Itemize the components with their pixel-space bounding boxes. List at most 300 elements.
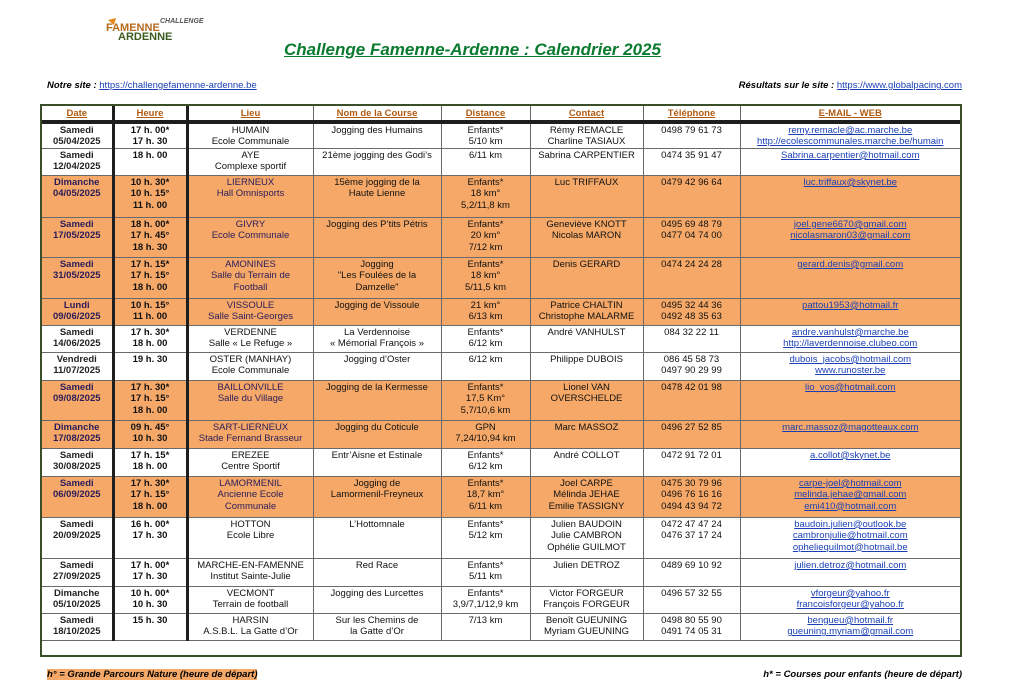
- distance-cell: [441, 613, 530, 640]
- contact-line: Patrice CHALTIN: [550, 299, 623, 311]
- course-line: Sur les Chemins de: [335, 614, 419, 626]
- logo-word1: FAMENNE: [106, 22, 160, 34]
- distance-line: 3,9/7,1/12,9 km: [452, 599, 519, 611]
- email-cell: [740, 352, 960, 380]
- distance-line: 6/13 km: [468, 311, 503, 323]
- email-link[interactable]: nicolasmaron03@gmail.com: [790, 230, 911, 242]
- distance-cell: [441, 217, 530, 257]
- distance-line: Enfants*: [467, 518, 504, 530]
- distance-cell: [441, 517, 530, 558]
- telephone-cell: [643, 613, 740, 640]
- heure-cell: [113, 325, 187, 352]
- telephone-line: 0496 57 32 55: [661, 587, 722, 599]
- email-link[interactable]: http://ecolescommunales.marche.be/humain: [757, 136, 944, 148]
- results-site-line: [739, 80, 962, 91]
- distance-line: 18 km°: [470, 270, 501, 282]
- telephone-cell: [643, 175, 740, 217]
- heure-cell: [113, 217, 187, 257]
- distance-cell: [441, 175, 530, 217]
- telephone-line: 0489 69 10 92: [661, 559, 722, 571]
- distance-line: 6/12 km: [468, 338, 503, 350]
- date-line: Samedi: [59, 381, 94, 393]
- lieu-line: MARCHE-EN-FAMENNE: [197, 559, 304, 571]
- lieu-cell: [187, 122, 313, 148]
- contact-line: Julien BAUDOIN: [551, 518, 622, 530]
- email-link[interactable]: francoisforgeur@yahoo.fr: [796, 599, 904, 611]
- telephone-line: 0496 76 16 16: [661, 489, 722, 501]
- contact-cell: [530, 325, 643, 352]
- lieu-line: LAMORMENIL: [219, 477, 282, 489]
- date-line: Dimanche: [54, 421, 100, 433]
- course-cell: [313, 148, 441, 175]
- contact-cell: [530, 448, 643, 476]
- email-cell: [740, 325, 960, 352]
- email-cell: [740, 558, 960, 586]
- distance-line: Enfants*: [467, 326, 504, 338]
- email-link[interactable]: melinda.jehae@gmail.com: [794, 489, 907, 501]
- contact-line: André COLLOT: [553, 449, 620, 461]
- course-cell: [313, 517, 441, 558]
- distance-line: Enfants*: [467, 176, 504, 188]
- email-cell: [740, 175, 960, 217]
- date-cell: [42, 122, 113, 148]
- calendar-table-frame: [40, 104, 962, 657]
- event-row: [42, 476, 960, 517]
- date-cell: [42, 517, 113, 558]
- contact-cell: [530, 175, 643, 217]
- lieu-cell: [187, 558, 313, 586]
- contact-line: Philippe DUBOIS: [550, 353, 623, 365]
- date-line: Samedi: [59, 326, 94, 338]
- telephone-line: 0474 35 91 47: [661, 149, 722, 161]
- date-cell: [42, 380, 113, 420]
- date-line: 09/08/2025: [52, 393, 101, 405]
- course-line: Haute Lienne: [348, 188, 406, 200]
- event-row: [42, 325, 960, 352]
- date-cell: [42, 448, 113, 476]
- course-line: Jogging de Vissoule: [334, 299, 420, 311]
- email-link[interactable]: Sabrina.carpentier@hotmail.com: [781, 149, 920, 161]
- distance-line: 5/11,5 km: [464, 281, 506, 293]
- email-link[interactable]: luc.triffaux@skynet.be: [803, 176, 897, 188]
- lieu-line: Salle du Village: [217, 393, 284, 405]
- email-cell: [740, 298, 960, 325]
- date-cell: [42, 217, 113, 257]
- course-cell: [313, 558, 441, 586]
- lieu-line: HUMAIN: [231, 125, 270, 136]
- telephone-cell: [643, 257, 740, 298]
- event-row: [42, 148, 960, 175]
- lieu-line: OSTER (MANHAY): [209, 353, 292, 365]
- results-site-link[interactable]: https://www.globalpacing.com: [836, 80, 962, 91]
- contact-line: Lionel VAN: [563, 381, 610, 393]
- email-cell: [740, 148, 960, 175]
- date-line: Samedi: [59, 149, 94, 161]
- distance-cell: [441, 586, 530, 613]
- our-site-label: Notre site :: [47, 80, 97, 91]
- heure-line: 11 h. 00: [132, 311, 168, 323]
- email-link[interactable]: andre.vanhulst@marche.be: [791, 326, 909, 338]
- date-line: 12/04/2025: [52, 161, 101, 173]
- date-line: Lundi: [63, 299, 90, 311]
- date-line: 18/10/2025: [52, 626, 101, 638]
- distance-line: 5,7/10,6 km: [460, 404, 511, 416]
- heure-line: 17 h. 00*: [130, 559, 170, 571]
- distance-line: 7/13 km: [468, 614, 503, 626]
- email-link[interactable]: carpe-joel@hotmail.com: [798, 477, 902, 489]
- lieu-line: Football: [233, 281, 268, 293]
- heure-cell: [113, 380, 187, 420]
- contact-line: Mélinda JEHAE: [553, 489, 620, 501]
- contact-line: Geneviève KNOTT: [546, 218, 627, 230]
- date-line: Dimanche: [54, 587, 100, 599]
- heure-line: 16 h. 00*: [130, 518, 170, 530]
- course-cell: [313, 217, 441, 257]
- course-line: "Les Foulées de la: [337, 270, 417, 282]
- distance-line: Enfants*: [467, 125, 504, 136]
- lieu-line: Ecole Communale: [211, 365, 290, 377]
- contact-cell: [530, 217, 643, 257]
- distance-line: 6/12 km: [468, 353, 503, 365]
- email-link[interactable]: www.runoster.be: [815, 365, 886, 377]
- contact-line: Myriam GUEUNING: [544, 626, 629, 638]
- date-line: 14/06/2025: [52, 338, 101, 350]
- heure-line: 18 h. 00: [132, 461, 168, 473]
- lieu-cell: [187, 217, 313, 257]
- contact-cell: [530, 613, 643, 640]
- lieu-cell: [187, 476, 313, 517]
- email-link[interactable]: vforgeur@yahoo.fr: [810, 587, 890, 599]
- distance-line: Enfants*: [467, 559, 504, 571]
- lieu-line: HOTTON: [230, 518, 271, 530]
- lieu-cell: [187, 298, 313, 325]
- course-cell: [313, 448, 441, 476]
- col-header-course: Nom de la Course: [313, 106, 441, 122]
- telephone-line: 0498 80 55 90: [661, 614, 722, 626]
- heure-line: 17 h. 15*: [130, 258, 170, 270]
- lieu-line: HARSIN: [232, 614, 269, 626]
- distance-line: Enfants*: [467, 587, 504, 599]
- telephone-cell: [643, 217, 740, 257]
- telephone-cell: [643, 558, 740, 586]
- telephone-line: 0472 91 72 01: [661, 449, 722, 461]
- distance-cell: [441, 257, 530, 298]
- lieu-line: Institut Sainte-Julie: [210, 571, 291, 583]
- distance-line: 17,5 Km°: [465, 393, 506, 405]
- course-cell: [313, 420, 441, 448]
- distance-line: Enfants*: [467, 258, 504, 270]
- lieu-cell: [187, 586, 313, 613]
- heure-line: 18 h. 00: [132, 149, 168, 161]
- event-row: [42, 448, 960, 476]
- footer-legend-nature: h° = Grande Parcours Nature (heure de départ): [47, 669, 258, 680]
- date-line: Samedi: [59, 258, 94, 270]
- course-cell: [313, 175, 441, 217]
- lieu-line: Centre Sportif: [221, 461, 280, 473]
- distance-line: 18 km°: [470, 188, 501, 200]
- date-line: Samedi: [59, 477, 94, 489]
- telephone-line: 0476 37 17 24: [661, 530, 722, 542]
- lieu-cell: [187, 352, 313, 380]
- event-row: [42, 558, 960, 586]
- contact-cell: [530, 380, 643, 420]
- distance-cell: [441, 448, 530, 476]
- telephone-line: 086 45 58 73: [663, 353, 720, 365]
- distance-cell: [441, 298, 530, 325]
- email-link[interactable]: cambronjulie@hotmail.com: [792, 530, 908, 542]
- event-row: [42, 217, 960, 257]
- distance-line: Enfants*: [467, 218, 504, 230]
- distance-cell: [441, 148, 530, 175]
- date-cell: [42, 476, 113, 517]
- telephone-cell: [643, 325, 740, 352]
- email-link[interactable]: julien.detroz@hotmail.com: [794, 559, 907, 571]
- calendar-table: [42, 106, 960, 641]
- col-header-email: E-MAIL - WEB: [740, 106, 960, 122]
- email-link[interactable]: http://laverdennoise.clubeo.com: [783, 338, 918, 350]
- lieu-cell: [187, 325, 313, 352]
- heure-cell: [113, 517, 187, 558]
- course-line: Jogging: [360, 258, 394, 270]
- telephone-line: 0495 69 48 79: [661, 218, 722, 230]
- email-link[interactable]: dubois_jacobs@hotmail.com: [789, 353, 912, 365]
- lieu-line: BAILLONVILLE: [217, 381, 284, 393]
- contact-line: Julien DETROZ: [553, 559, 620, 571]
- contact-cell: [530, 420, 643, 448]
- course-cell: [313, 257, 441, 298]
- lieu-line: VERDENNE: [224, 326, 277, 338]
- distance-line: 5/11 km: [468, 571, 503, 583]
- date-line: Dimanche: [54, 176, 100, 188]
- distance-cell: [441, 476, 530, 517]
- our-site-link[interactable]: https://challengefamenne-ardenne.be: [99, 80, 257, 91]
- results-site-label: Résultats sur le site :: [738, 80, 835, 91]
- email-link[interactable]: gueuning.myriam@gmail.com: [787, 626, 914, 638]
- heure-cell: [113, 420, 187, 448]
- heure-cell: [113, 122, 187, 148]
- heure-cell: [113, 298, 187, 325]
- date-cell: [42, 175, 113, 217]
- contact-line: Charline TASIAUX: [547, 136, 626, 148]
- col-header-telephone: Téléphone: [643, 106, 740, 122]
- email-link[interactable]: bengueu@hotmail.fr: [807, 614, 894, 626]
- heure-line: 18 h. 30: [132, 241, 168, 253]
- lieu-line: Ecole Libre: [226, 530, 275, 542]
- lieu-line: Stade Fernand Brasseur: [198, 433, 303, 445]
- heure-line: 17 h. 15°: [130, 489, 170, 501]
- date-line: 09/06/2025: [52, 311, 101, 323]
- date-line: 04/05/2025: [52, 188, 101, 200]
- date-line: 27/09/2025: [52, 571, 101, 583]
- date-line: Samedi: [59, 218, 94, 230]
- telephone-cell: [643, 122, 740, 148]
- lieu-line: Salle du Terrain de: [210, 270, 291, 282]
- contact-cell: [530, 257, 643, 298]
- distance-cell: [441, 122, 530, 148]
- event-row: [42, 420, 960, 448]
- logo-word2: ARDENNE: [118, 31, 173, 42]
- email-link[interactable]: lio_vos@hotmail.com: [805, 381, 896, 393]
- telephone-cell: [643, 148, 740, 175]
- date-line: Samedi: [59, 449, 94, 461]
- course-cell: [313, 380, 441, 420]
- contact-line: Luc TRIFFAUX: [554, 176, 619, 188]
- lieu-line: AYE: [241, 149, 260, 161]
- date-line: Samedi: [59, 518, 94, 530]
- email-cell: [740, 586, 960, 613]
- date-line: Vendredi: [56, 353, 97, 365]
- heure-line: 17 h. 15°: [130, 393, 170, 405]
- date-cell: [42, 325, 113, 352]
- date-line: 06/09/2025: [52, 489, 101, 501]
- lieu-line: GIVRY: [235, 218, 266, 230]
- lieu-line: Hall Omnisports: [216, 188, 285, 200]
- contact-line: Emilie TASSIGNY: [548, 500, 625, 512]
- email-link[interactable]: marc.massoz@magotteaux.com: [782, 421, 919, 433]
- distance-cell: [441, 352, 530, 380]
- event-row: [42, 122, 960, 148]
- date-cell: [42, 257, 113, 298]
- table-header-row: [42, 106, 960, 122]
- heure-cell: [113, 148, 187, 175]
- distance-line: 18,7 km°: [466, 489, 505, 501]
- contact-cell: [530, 352, 643, 380]
- date-line: 05/04/2025: [52, 136, 101, 148]
- telephone-cell: [643, 352, 740, 380]
- heure-line: 17 h. 15*: [130, 449, 170, 461]
- heure-line: 10 h. 30*: [130, 176, 170, 188]
- contact-line: Julie CAMBRON: [551, 530, 622, 542]
- page-title: Challenge Famenne-Ardenne : Calendrier 2025: [284, 40, 661, 59]
- course-line: La Verdennoise: [343, 326, 411, 338]
- heure-line: 17 h. 30*: [130, 477, 170, 489]
- heure-cell: [113, 352, 187, 380]
- lieu-line: VECMONT: [226, 587, 275, 599]
- email-link[interactable]: pattou1953@hotmail.fr: [802, 299, 899, 311]
- date-line: Samedi: [59, 559, 94, 571]
- contact-cell: [530, 148, 643, 175]
- contact-cell: [530, 517, 643, 558]
- lieu-cell: [187, 420, 313, 448]
- distance-line: 21 km°: [470, 299, 501, 311]
- email-link[interactable]: joel.gene6670@gmail.com: [793, 218, 907, 230]
- heure-line: 10 h. 00*: [130, 587, 170, 599]
- telephone-cell: [643, 476, 740, 517]
- distance-cell: [441, 325, 530, 352]
- telephone-line: 0494 43 94 72: [661, 500, 722, 512]
- distance-line: 6/11 km: [468, 149, 503, 161]
- course-line: Jogging du Coticule: [335, 421, 419, 433]
- col-header-distance: Distance: [441, 106, 530, 122]
- date-cell: [42, 420, 113, 448]
- distance-cell: [441, 420, 530, 448]
- email-cell: [740, 476, 960, 517]
- lieu-line: Salle Saint-Georges: [207, 311, 294, 323]
- heure-line: 10 h. 30: [132, 599, 168, 611]
- distance-line: 5/10 km: [468, 136, 503, 148]
- date-line: 31/05/2025: [52, 270, 101, 282]
- email-cell: [740, 380, 960, 420]
- challenge-logo: [104, 16, 234, 42]
- distance-line: 7/12 km: [468, 241, 503, 253]
- heure-line: 11 h. 00: [132, 199, 168, 211]
- our-site-line: [47, 80, 257, 91]
- date-line: 05/10/2025: [52, 599, 101, 611]
- contact-line: André VANHULST: [547, 326, 626, 338]
- email-link[interactable]: emi410@hotmail.com: [804, 500, 897, 512]
- table-body: [42, 122, 960, 640]
- lieu-cell: [187, 380, 313, 420]
- date-line: 11/07/2025: [53, 365, 101, 377]
- distance-line: 6/12 km: [468, 461, 503, 473]
- email-cell: [740, 122, 960, 148]
- course-cell: [313, 352, 441, 380]
- lieu-cell: [187, 613, 313, 640]
- lieu-line: Ancienne Ecole: [217, 489, 284, 501]
- course-line: Entr’Aisne et Estinale: [331, 449, 423, 461]
- event-row: [42, 175, 960, 217]
- heure-cell: [113, 175, 187, 217]
- date-line: 17/08/2025: [52, 433, 101, 445]
- heure-line: 15 h. 30: [132, 614, 168, 626]
- telephone-line: 0472 47 47 24: [661, 518, 722, 530]
- lieu-line: Complexe sportif: [214, 161, 287, 173]
- distance-line: GPN: [475, 421, 496, 433]
- email-cell: [740, 420, 960, 448]
- contact-line: Christophe MALARME: [538, 311, 635, 323]
- logo-top-text: CHALLENGE: [160, 18, 204, 25]
- telephone-line: 0491 74 05 31: [661, 626, 722, 638]
- email-link[interactable]: baudoin.julien@outlook.be: [794, 518, 907, 530]
- lieu-cell: [187, 175, 313, 217]
- distance-line: Enfants*: [467, 477, 504, 489]
- heure-line: 18 h. 00: [132, 500, 168, 512]
- heure-cell: [113, 586, 187, 613]
- lieu-line: LIERNEUX: [226, 176, 275, 188]
- course-cell: [313, 325, 441, 352]
- col-header-lieu: Lieu: [187, 106, 313, 122]
- email-link[interactable]: a.collot@skynet.be: [810, 449, 891, 461]
- course-cell: [313, 476, 441, 517]
- heure-line: 10 h. 15°: [130, 188, 170, 200]
- telephone-line: 0497 90 29 99: [661, 365, 722, 377]
- date-line: Samedi: [59, 614, 94, 626]
- email-cell: [740, 613, 960, 640]
- email-link[interactable]: opheliequilmot@hotmail.be: [792, 541, 908, 553]
- lieu-line: Ecole Communale: [211, 230, 290, 242]
- event-row: [42, 257, 960, 298]
- distance-cell: [441, 558, 530, 586]
- heure-line: 17 h. 45°: [130, 230, 170, 242]
- distance-line: 5,2/11,8 km: [461, 199, 510, 211]
- email-link[interactable]: remy.remacle@ac.marche.be: [788, 125, 913, 136]
- distance-line: 7,24/10,94 km: [455, 433, 516, 445]
- telephone-line: 0478 42 01 98: [661, 381, 722, 393]
- heure-cell: [113, 448, 187, 476]
- lieu-line: AMONINES: [225, 258, 276, 270]
- lieu-line: SART-LIERNEUX: [212, 421, 289, 433]
- telephone-line: 0474 24 24 28: [661, 258, 722, 270]
- course-line: Jogging des Lurcettes: [330, 587, 424, 599]
- date-line: Samedi: [59, 125, 94, 136]
- telephone-line: 0477 04 74 00: [661, 230, 722, 242]
- course-line: Jogging de: [353, 477, 401, 489]
- email-link[interactable]: gerard.denis@gmail.com: [797, 258, 904, 270]
- date-cell: [42, 586, 113, 613]
- heure-line: 18 h. 00: [132, 338, 168, 350]
- lieu-line: EREZEE: [231, 449, 270, 461]
- distance-line: Enfants*: [467, 449, 504, 461]
